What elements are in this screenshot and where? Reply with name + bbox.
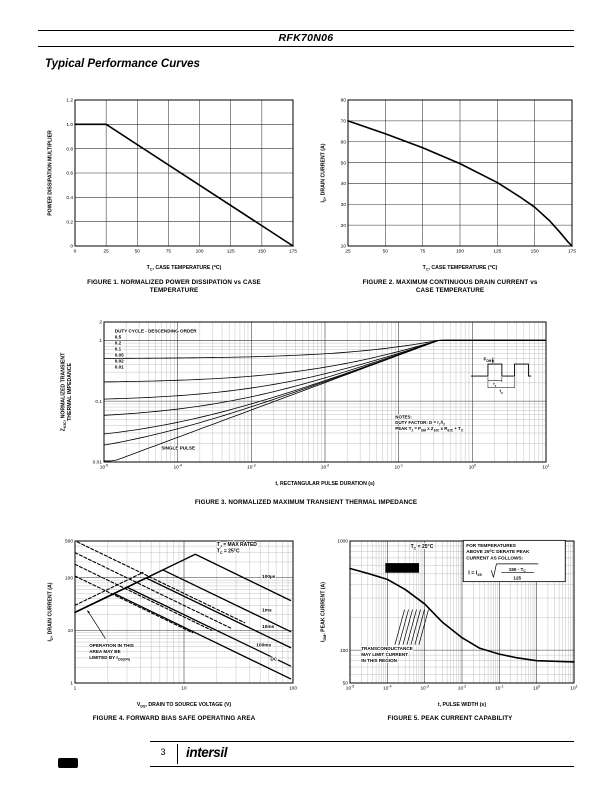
svg-text:0.05: 0.05: [114, 352, 124, 358]
section-title: Typical Performance Curves: [45, 58, 200, 70]
svg-text:TC, CASE TEMPERATURE (oC): $T_C$, CASE TEMPERATURE ($^o$C): [422, 263, 498, 272]
curve-soa-tjmax-2: [75, 553, 231, 629]
svg-text:FOR TEMPERATURES: FOR TEMPERATURES: [466, 543, 516, 549]
curve-soa-10ms: [75, 578, 291, 648]
annotations: [361, 540, 565, 663]
svg-text:VGS = 10V: $V_{GS} = 10V$: [391, 566, 413, 573]
svg-text:IN THIS REGION: IN THIS REGION: [361, 658, 397, 664]
svg-text:125: 125: [493, 249, 502, 255]
annotations: [115, 328, 531, 450]
svg-text:DC: DC: [270, 657, 278, 663]
svg-text:10-2: $10^{-2}$: [457, 684, 467, 692]
svg-text:AREA MAY BE: AREA MAY BE: [89, 649, 121, 655]
svg-text:1.2: 1.2: [66, 98, 73, 104]
curve-power-dissipation-multiplier: [75, 124, 293, 246]
svg-text:100µs: 100µs: [262, 574, 276, 580]
header-rule-top: [38, 30, 574, 31]
svg-text:TJ = MAX RATED: $T_J$ = MAX RATED: [216, 542, 257, 549]
svg-text:t1: $t_1$: [493, 381, 497, 388]
svg-text:10-1: $10^{-1}$: [495, 684, 504, 692]
svg-text:500: 500: [64, 539, 73, 545]
svg-text:0.1: 0.1: [114, 346, 122, 352]
svg-text:ZθJC, NORMALIZED TRANSIENT: $Z_{\theta JC}$, NORMALIZED TRANSIENT: [60, 352, 67, 432]
svg-text:10-1: $10^{-1}$: [394, 463, 403, 471]
svg-text:ID, DRAIN CURRENT (A): $I_D$, DRAIN CURRENT (A): [320, 143, 327, 203]
figure-3-thermal-impedance-chart: [58, 316, 554, 488]
svg-text:10-2: $10^{-2}$: [320, 463, 330, 471]
svg-text:10: 10: [340, 244, 346, 250]
svg-text:0.2: 0.2: [66, 220, 73, 226]
svg-text:0.2: 0.2: [114, 340, 122, 346]
curve-soa-dc: [75, 594, 291, 679]
svg-text:75: 75: [419, 249, 426, 255]
curve-soa-100us: [75, 554, 291, 612]
svg-text:50: 50: [340, 161, 346, 167]
svg-text:10-4: $10^{-4}$: [173, 463, 182, 471]
svg-text:0: 0: [73, 249, 77, 255]
svg-text:SINGLE PULSE: SINGLE PULSE: [161, 445, 196, 451]
footer-divider: [177, 744, 178, 764]
page-number: 3: [160, 747, 166, 757]
svg-text:TC, CASE TEMPERATURE (oC): $T_C$, CASE TEMPERATURE ($^o$C): [146, 263, 222, 272]
svg-text:50: 50: [342, 681, 348, 687]
svg-text:1: 1: [99, 339, 102, 345]
svg-text:0.5: 0.5: [114, 334, 122, 340]
svg-text:1.0: 1.0: [66, 123, 73, 129]
svg-text:20: 20: [340, 223, 346, 229]
svg-text:0.4: 0.4: [66, 196, 73, 202]
svg-text:NOTES:: NOTES:: [395, 414, 412, 420]
svg-text:CURRENT AS FOLLOWS:: CURRENT AS FOLLOWS:: [466, 555, 524, 561]
grid: [104, 322, 546, 462]
series: [75, 124, 293, 246]
svg-text:DUTY CYCLE - DESCENDING ORDER: DUTY CYCLE - DESCENDING ORDER: [114, 328, 197, 334]
figure-4-caption: FIGURE 4. FORWARD BIAS SAFE OPERATING AREA: [92, 715, 256, 722]
svg-text:10: 10: [67, 629, 73, 635]
svg-text:25: 25: [103, 249, 109, 255]
svg-text:100: 100: [195, 249, 204, 255]
svg-text:DUTY FACTOR: D = t1/t2: DUTY FACTOR: $D = t_1/t_2$: [395, 420, 445, 427]
svg-text:100: 100: [339, 648, 348, 654]
svg-text:TC = 25oC: $T_C = 25^oC$: [410, 543, 434, 551]
figure-5-peak-current-chart: [318, 533, 582, 709]
brand-logo: intersil: [186, 745, 228, 760]
svg-text:10-3: $10^{-3}$: [247, 463, 256, 471]
svg-text:0.1: 0.1: [95, 399, 102, 405]
figure-2-caption: FIGURE 2. MAXIMUM CONTINUOUS DRAIN CURRENT vs CASE TEMPERATURE: [362, 279, 538, 294]
svg-text:60: 60: [340, 140, 346, 146]
svg-text:10-5: $10^{-5}$: [345, 684, 355, 692]
svg-text:0.8: 0.8: [66, 147, 73, 153]
figure-5-caption: FIGURE 5. PEAK CURRENT CAPABILITY: [387, 715, 513, 722]
figure-4-soa-chart: [45, 533, 303, 709]
svg-text:175: 175: [567, 249, 577, 255]
svg-text:MAY LIMIT CURRENT: MAY LIMIT CURRENT: [361, 652, 408, 658]
svg-text:40: 40: [340, 182, 346, 188]
svg-text:75: 75: [165, 249, 172, 255]
svg-text:1: 1: [70, 681, 73, 687]
svg-text:VDS, DRAIN TO SOURCE VOLTAGE (: $V_{DS}$, DRAIN TO SOURCE VOLTAGE (V): [136, 702, 232, 709]
svg-text:IDM, PEAK CURRENT (A): $I_{DM}$, PEAK CURRENT (A): [320, 581, 327, 643]
svg-text:TC = 25oC: $T_C = 25^oC$: [216, 547, 240, 555]
svg-text:LIMITED BY rDS(ON): LIMITED BY $r_{DS(ON)}$: [89, 655, 130, 662]
svg-text:100: $10^0$: [468, 463, 476, 471]
svg-text:10-5: $10^{-5}$: [99, 463, 109, 471]
svg-text:ABOVE 25oC DERATE PEAK: ABOVE 25$^o$C DERATE PEAK: [466, 548, 530, 555]
svg-text:70: 70: [340, 119, 346, 125]
svg-text:0: 0: [70, 244, 73, 250]
svg-text:100ms: 100ms: [256, 643, 272, 649]
annotations: [87, 542, 257, 661]
print-registration-mark: [58, 758, 78, 768]
svg-text:150: 150: [257, 249, 266, 255]
svg-text:t, RECTANGULAR PULSE DURATION: t, RECTANGULAR PULSE DURATION (s): [275, 481, 375, 487]
figure-1-power-dissipation-chart: [45, 92, 303, 272]
figure-2-drain-current-chart: [318, 92, 582, 272]
svg-text:0.01: 0.01: [92, 460, 102, 466]
svg-text:175: 175: [288, 249, 298, 255]
grid: [348, 100, 572, 246]
svg-text:150: 150: [530, 249, 539, 255]
svg-text:TRANSCONDUCTANCE: TRANSCONDUCTANCE: [361, 646, 413, 652]
svg-text:10ms: 10ms: [262, 625, 275, 631]
curve-soa-rdson-limit: [75, 572, 143, 605]
curve-soa-1ms: [75, 570, 291, 632]
svg-text:50: 50: [134, 249, 140, 255]
svg-text:0.6: 0.6: [66, 171, 73, 177]
svg-text:150 - TC: $150 - T_C$: [508, 566, 526, 574]
svg-text:0.02: 0.02: [114, 358, 124, 364]
svg-text:ID, DRAIN CURRENT (A): $I_D$, DRAIN CURRENT (A): [47, 582, 54, 642]
svg-text:100: 100: [288, 686, 298, 692]
svg-text:1ms: 1ms: [262, 608, 272, 614]
svg-text:0.01: 0.01: [114, 364, 124, 370]
footer-rule-bottom: [150, 766, 574, 767]
svg-text:1000: 1000: [337, 539, 348, 545]
header-rule-bottom: [38, 46, 574, 47]
footer-rule-top: [150, 741, 574, 742]
axes: [321, 98, 577, 272]
svg-text:2: 2: [99, 320, 102, 326]
svg-text:t, PULSE WIDTH (s): t, PULSE WIDTH (s): [437, 702, 487, 708]
svg-text:100: $10^0$: [533, 684, 541, 692]
svg-text:25: 25: [345, 249, 351, 255]
grid: [75, 541, 293, 683]
svg-text:PDM: $P_{DM}$: [483, 356, 492, 363]
svg-text:I = I25: $I = I_{25}$: [468, 570, 482, 577]
svg-text:10-3: $10^{-3}$: [420, 684, 429, 692]
svg-text:30: 30: [340, 202, 346, 208]
part-number-title: RFK70N06: [278, 32, 334, 44]
svg-text:101: $10^1$: [542, 463, 550, 471]
svg-text:100: 100: [64, 576, 73, 582]
svg-text:PEAK TJ = PDM x ZθJC x RθJC +: PEAK $T_J = P_{DM}$ x $Z_{\theta JC}$ x $R_{\theta JC} + T_C$: [395, 426, 464, 433]
svg-text:THERMAL IMPEDANCE: THERMAL IMPEDANCE: [67, 363, 73, 421]
svg-text:80: 80: [340, 98, 346, 104]
svg-text:OPERATION IN THIS: OPERATION IN THIS: [89, 643, 134, 649]
svg-text:125: 125: [513, 575, 522, 581]
svg-text:101: $10^1$: [570, 684, 578, 692]
svg-text:10: 10: [181, 686, 187, 692]
figure-3-caption: FIGURE 3. NORMALIZED MAXIMUM TRANSIENT THERMAL IMPEDANCE: [194, 499, 418, 506]
svg-text:1: 1: [73, 686, 77, 692]
svg-text:125: 125: [226, 249, 235, 255]
svg-text:50: 50: [382, 249, 389, 255]
figure-1-caption: FIGURE 1. NORMALIZED POWER DISSIPATION vs CASE TEMPERATURE: [87, 279, 261, 294]
svg-text:10-4: $10^{-4}$: [383, 684, 392, 692]
svg-text:100: 100: [455, 249, 465, 255]
svg-text:t2: $t_2$: [499, 388, 503, 395]
svg-text:POWER DISSIPATION MULTIPLIER: POWER DISSIPATION MULTIPLIER: [47, 130, 54, 216]
